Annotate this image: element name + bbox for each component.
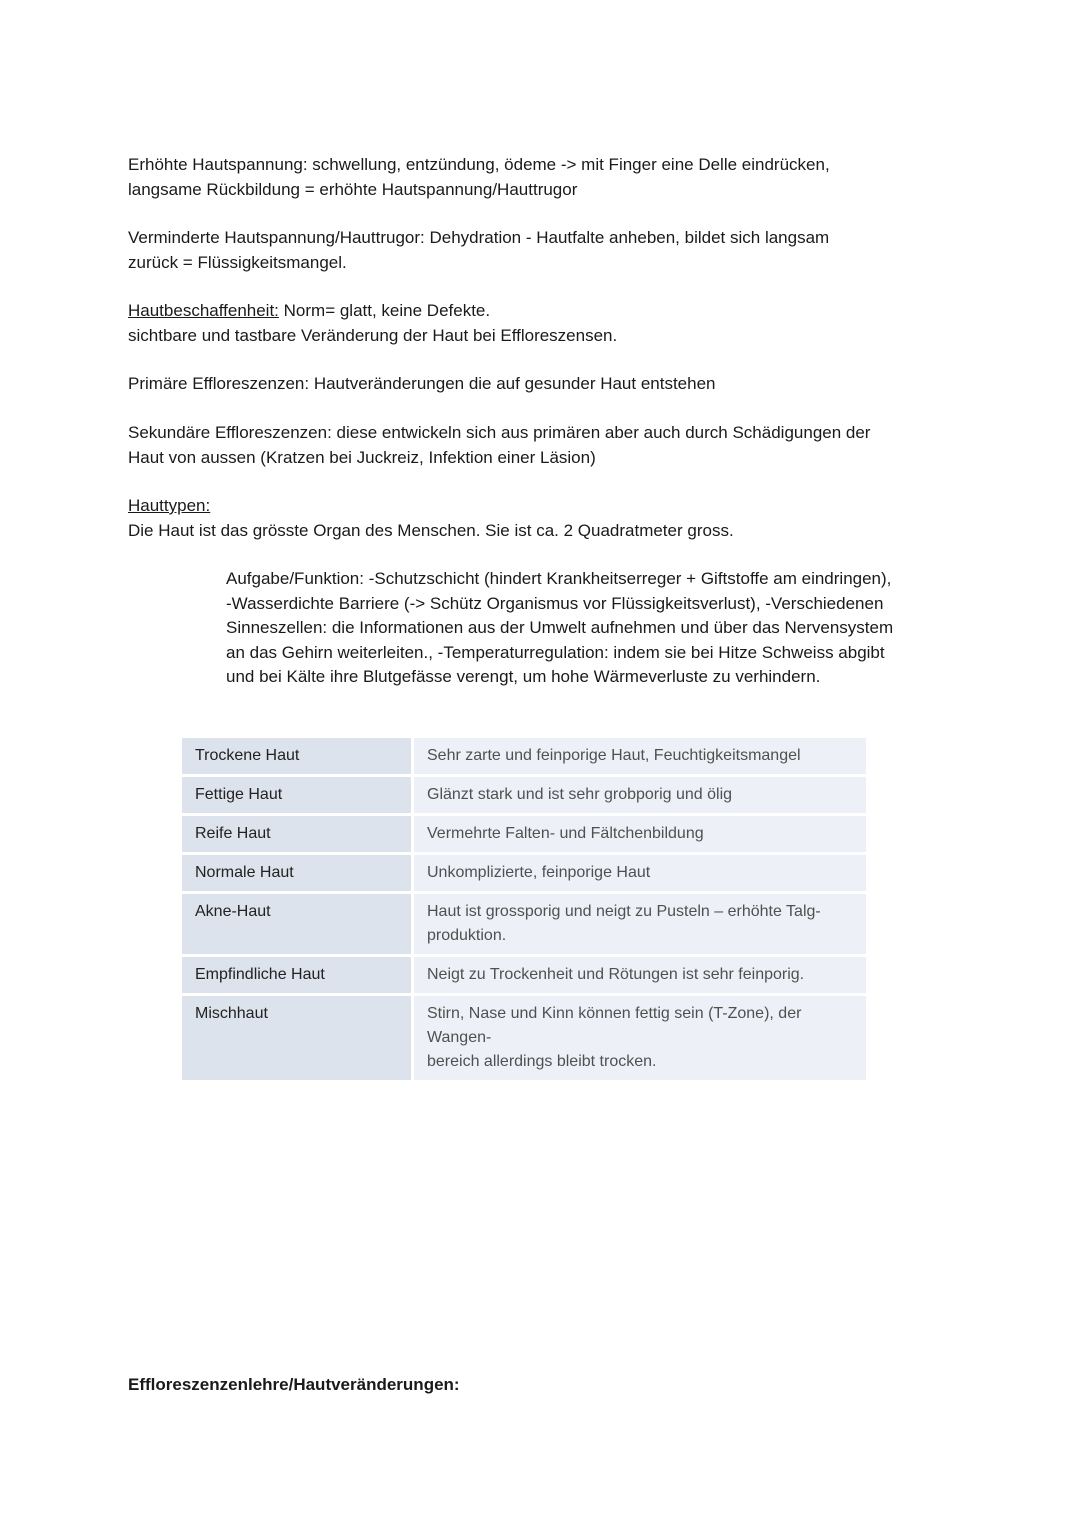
skin-type-description xyxy=(414,957,866,996)
paragraph-sekundaere-effloreszenzen xyxy=(128,421,948,470)
table-row xyxy=(182,894,866,957)
text-line: langsame Rückbildung = erhöhte Hautspannung/Hauttrugor xyxy=(128,179,578,199)
skin-type-name: Reife Haut xyxy=(182,816,414,855)
text-line: sichtbare und tastbare Veränderung der Haut bei Effloreszensen. xyxy=(128,325,618,345)
text-line: und bei Kälte ihre Blutgefässe verengt, um hohe Wärmeverluste zu verhindern. xyxy=(226,667,821,686)
description-line: Stirn, Nase und Kinn können fettig sein (T-Zone), der Wangen- xyxy=(427,1005,802,1046)
skin-type-description xyxy=(414,738,866,777)
table-row xyxy=(182,855,866,894)
text-line: Erhöhte Hautspannung: schwellung, entzündung, ödeme -> mit Finger eine Delle eindrücken, xyxy=(128,155,830,174)
text-line: Die Haut ist das grösste Organ des Menschen. Sie ist ca. 2 Quadratmeter gross. xyxy=(128,520,734,540)
skin-type-name: Empfindliche Haut xyxy=(182,957,414,996)
table-row xyxy=(182,996,866,1083)
skin-type-name: Mischhaut xyxy=(182,996,414,1083)
table-row xyxy=(182,738,866,777)
skin-types-table xyxy=(182,738,866,1083)
skin-type-description xyxy=(414,996,866,1083)
skin-type-name: Akne-Haut xyxy=(182,894,414,957)
description-line: Neigt zu Trockenheit und Rötungen ist sehr feinporig. xyxy=(427,966,805,983)
skin-type-name: Normale Haut xyxy=(182,855,414,894)
text-line: Primäre Effloreszenzen: Hautveränderungen die auf gesunder Haut entstehen xyxy=(128,374,716,393)
paragraph-hautbeschaffenheit xyxy=(128,299,948,348)
underlined-label: Hauttypen: xyxy=(128,496,211,515)
description-line: Unkomplizierte, feinporige Haut xyxy=(427,864,651,881)
table-row xyxy=(182,816,866,855)
description-line: Glänzt stark und ist sehr grobporig und ölig xyxy=(427,786,733,803)
paragraph-erhoehte-hautspannung xyxy=(128,153,948,202)
description-line: Vermehrte Falten- und Fältchenbildung xyxy=(427,825,704,842)
text-line: Aufgabe/Funktion: -Schutzschicht (hindert Krankheitserreger + Giftstoffe am eindringen), xyxy=(226,569,892,588)
table-row xyxy=(182,957,866,996)
skin-type-description xyxy=(414,855,866,894)
text-line: zurück = Flüssigkeitsmangel. xyxy=(128,252,347,272)
text-line: Sekundäre Effloreszenzen: diese entwickeln sich aus primären aber auch durch Schädigungen der xyxy=(128,423,871,442)
text-line xyxy=(128,299,948,324)
paragraph-aufgabe-funktion xyxy=(226,567,966,690)
paragraph-hauttypen xyxy=(128,494,948,543)
text-line: Haut von aussen (Kratzen bei Juckreiz, Infektion einer Läsion) xyxy=(128,447,596,467)
text-line: an das Gehirn weiterleiten., -Temperaturregulation: indem sie bei Hitze Schweiss abgibt xyxy=(226,642,885,662)
description-line: produktion. xyxy=(427,927,507,944)
skin-type-name: Fettige Haut xyxy=(182,777,414,816)
skin-type-description xyxy=(414,777,866,816)
text-fragment: Norm= glatt, keine Defekte. xyxy=(278,301,491,320)
text-line: Verminderte Hautspannung/Hauttrugor: Dehydration - Hautfalte anheben, bildet sich langsam xyxy=(128,228,830,247)
paragraph-verminderte-hautspannung xyxy=(128,226,948,275)
text-line: Sinneszellen: die Informationen aus der Umwelt aufnehmen und über das Nervensystem xyxy=(226,618,894,637)
paragraph-primaere-effloreszenzen xyxy=(128,372,948,397)
description-line: Haut ist grossporig und neigt zu Pusteln – erhöhte Talg- xyxy=(427,903,821,920)
table-row xyxy=(182,777,866,816)
skin-type-description xyxy=(414,894,866,957)
skin-type-description xyxy=(414,816,866,855)
underlined-label: Hautbeschaffenheit: xyxy=(128,301,279,320)
skin-type-name: Trockene Haut xyxy=(182,738,414,777)
section-heading: Effloreszenzenlehre/Hautveränderungen: xyxy=(128,1375,460,1394)
description-line: bereich allerdings bleibt trocken. xyxy=(427,1053,657,1070)
text-line: -Wasserdichte Barriere (-> Schütz Organismus vor Flüssigkeitsverlust), -Verschiedenen xyxy=(226,593,884,613)
description-line: Sehr zarte und feinporige Haut, Feuchtigkeitsmangel xyxy=(427,747,801,764)
